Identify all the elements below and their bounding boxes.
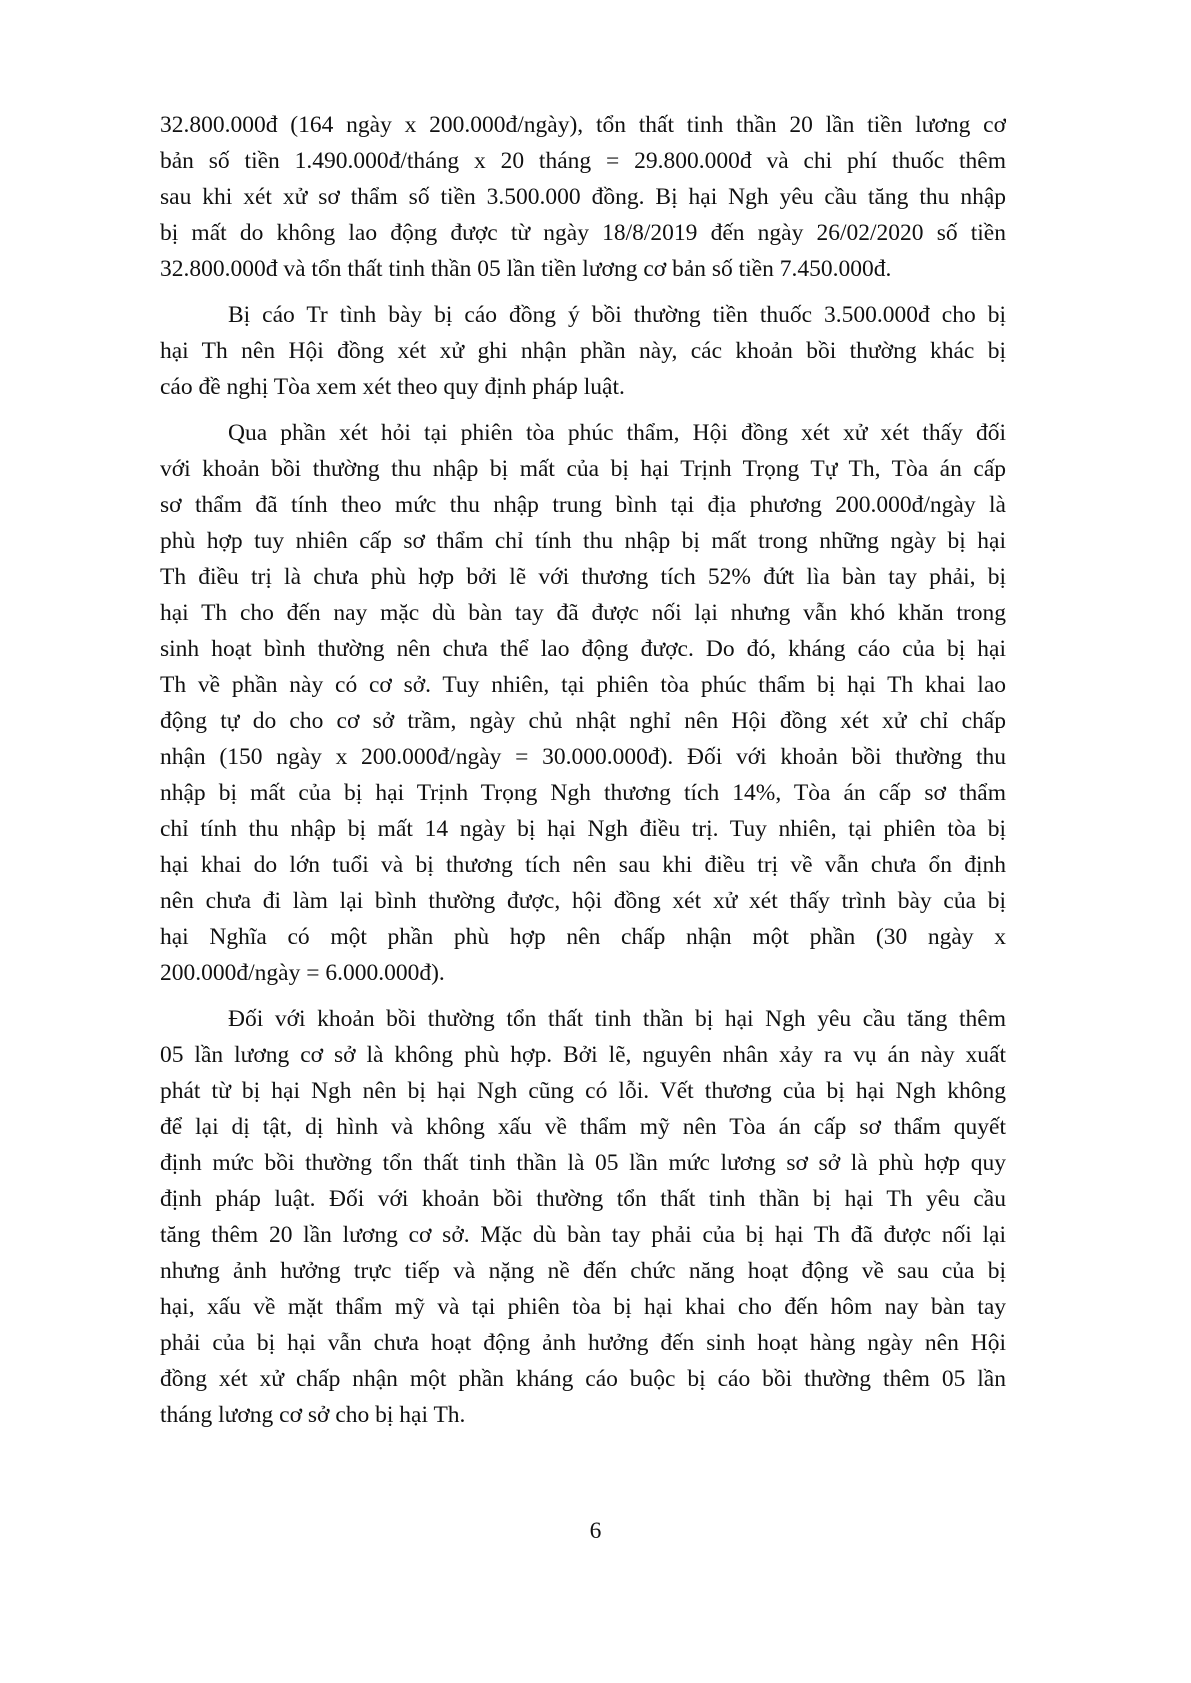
text-line: hại Nghĩa có một phần phù hợp nên chấp nhận một phần (30 ngày x xyxy=(160,924,1006,950)
text-line: nhưng ảnh hưởng trực tiếp và nặng nề đến chức năng hoạt động về sau của bị xyxy=(160,1258,1006,1284)
text-line: Qua phần xét hỏi tại phiên tòa phúc thẩm, Hội đồng xét xử xét thấy đối xyxy=(228,420,1006,446)
text-line: hại khai do lớn tuổi và bị thương tích nên sau khi điều trị về vẫn chưa ổn định xyxy=(160,852,1006,878)
text-line: Th điều trị là chưa phù hợp bởi lẽ với thương tích 52% đứt lìa bàn tay phải, bị xyxy=(160,564,1006,590)
paragraph xyxy=(160,1001,1006,1433)
text-line: hại Th cho đến nay mặc dù bàn tay đã được nối lại nhưng vẫn khó khăn trong xyxy=(160,600,1006,626)
text-line: cáo đề nghị Tòa xem xét theo quy định pháp luật. xyxy=(160,374,625,400)
text-line: Bị cáo Tr tình bày bị cáo đồng ý bồi thường tiền thuốc 3.500.000đ cho bị xyxy=(228,302,1006,328)
document-body xyxy=(160,107,1006,1433)
text-line: Đối với khoản bồi thường tổn thất tinh thần bị hại Ngh yêu cầu tăng thêm xyxy=(228,1006,1006,1032)
text-line: định mức bồi thường tổn thất tinh thần là 05 lần mức lương sơ sở là phù hợp quy xyxy=(160,1150,1006,1176)
paragraph xyxy=(160,297,1006,405)
text-line: tháng lương cơ sở cho bị hại Th. xyxy=(160,1402,466,1428)
text-line: sơ thẩm đã tính theo mức thu nhập trung bình tại địa phương 200.000đ/ngày là xyxy=(160,492,1006,518)
text-line: 05 lần lương cơ sở là không phù hợp. Bởi lẽ, nguyên nhân xảy ra vụ án này xuất xyxy=(160,1042,1006,1068)
text-line: 32.800.000đ và tổn thất tinh thần 05 lần tiền lương cơ bản số tiền 7.450.000đ. xyxy=(160,256,892,282)
text-line: chỉ tính thu nhập bị mất 14 ngày bị hại Ngh điều trị. Tuy nhiên, tại phiên tòa bị xyxy=(160,816,1006,842)
text-line: định pháp luật. Đối với khoản bồi thường tổn thất tinh thần bị hại Th yêu cầu xyxy=(160,1186,1006,1212)
paragraph xyxy=(160,415,1006,991)
text-line: bị mất do không lao động được từ ngày 18/8/2019 đến ngày 26/02/2020 số tiền xyxy=(160,220,1006,246)
text-line: động tự do cho cơ sở trầm, ngày chủ nhật nghỉ nên Hội đồng xét xử chỉ chấp xyxy=(160,708,1006,734)
text-line: sinh hoạt bình thường nên chưa thể lao động được. Do đó, kháng cáo của bị hại xyxy=(160,636,1006,662)
paragraph xyxy=(160,107,1006,287)
text-line: nhận (150 ngày x 200.000đ/ngày = 30.000.000đ). Đối với khoản bồi thường thu xyxy=(160,744,1006,770)
text-line: phù hợp tuy nhiên cấp sơ thẩm chỉ tính thu nhập bị mất trong những ngày bị hại xyxy=(160,528,1006,554)
text-line: nhập bị mất của bị hại Trịnh Trọng Ngh thương tích 14%, Tòa án cấp sơ thẩm xyxy=(160,780,1006,806)
text-line: đồng xét xử chấp nhận một phần kháng cáo buộc bị cáo bồi thường thêm 05 lần xyxy=(160,1366,1006,1392)
text-line: bản số tiền 1.490.000đ/tháng x 20 tháng = 29.800.000đ và chi phí thuốc thêm xyxy=(160,148,1006,174)
text-line: hại Th nên Hội đồng xét xử ghi nhận phần này, các khoản bồi thường khác bị xyxy=(160,338,1006,364)
text-line: 32.800.000đ (164 ngày x 200.000đ/ngày), tổn thất tinh thần 20 lần tiền lương cơ xyxy=(160,112,1006,138)
page-number: 6 xyxy=(589,1518,602,1544)
text-line: với khoản bồi thường thu nhập bị mất của bị hại Trịnh Trọng Tự Th, Tòa án cấp xyxy=(160,456,1006,482)
text-line: sau khi xét xử sơ thẩm số tiền 3.500.000 đồng. Bị hại Ngh yêu cầu tăng thu nhập xyxy=(160,184,1006,210)
text-line: 200.000đ/ngày = 6.000.000đ). xyxy=(160,960,445,986)
text-line: Th về phần này có cơ sở. Tuy nhiên, tại phiên tòa phúc thẩm bị hại Th khai lao xyxy=(160,672,1006,698)
text-line: để lại dị tật, dị hình và không xấu về thẩm mỹ nên Tòa án cấp sơ thẩm quyết xyxy=(160,1114,1006,1140)
text-line: nên chưa đi làm lại bình thường được, hội đồng xét xử xét thấy trình bày của bị xyxy=(160,888,1006,914)
text-line: hại, xấu về mặt thẩm mỹ và tại phiên tòa bị hại khai cho đến hôm nay bàn tay xyxy=(160,1294,1006,1320)
text-line: phải của bị hại vẫn chưa hoạt động ảnh hưởng đến sinh hoạt hàng ngày nên Hội xyxy=(160,1330,1006,1356)
text-line: tăng thêm 20 lần lương cơ sở. Mặc dù bàn tay phải của bị hại Th đã được nối lại xyxy=(160,1222,1006,1248)
text-line: phát từ bị hại Ngh nên bị hại Ngh cũng có lỗi. Vết thương của bị hại Ngh không xyxy=(160,1078,1006,1104)
